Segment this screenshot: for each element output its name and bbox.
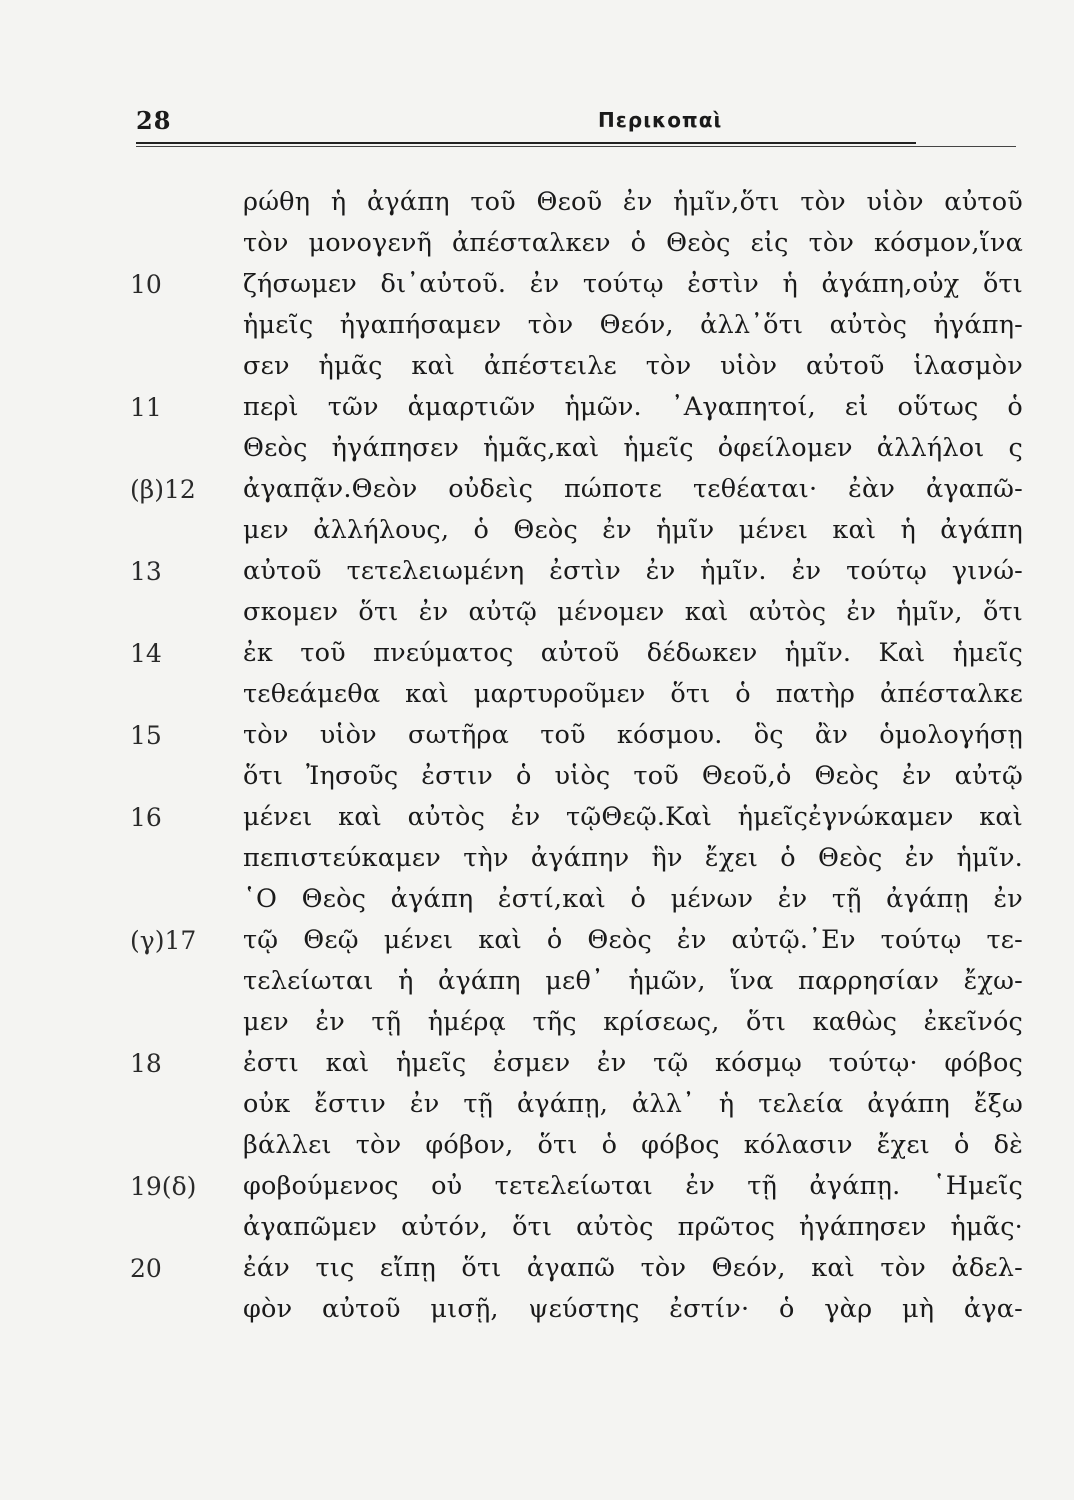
text-line — [130, 346, 1030, 387]
text-line — [130, 756, 1030, 797]
verse-number: (β)12 — [130, 475, 196, 504]
text-line — [130, 1043, 1030, 1084]
line-text: φὸν αὐτοῦ μισῇ, ψεύστης ἐστίν· ὁ γὰρ μὴ ἀγα- — [243, 1294, 1023, 1324]
text-line — [130, 633, 1030, 674]
header-rule — [136, 142, 916, 144]
verse-number: (γ)17 — [130, 926, 197, 955]
line-text: ἐκ τοῦ πνεύματος αὐτοῦ δέδωκεν ἡμῖν. Καὶ ἡμεῖς — [243, 638, 1023, 668]
text-line — [130, 510, 1030, 551]
verse-number: 16 — [130, 803, 162, 832]
running-title: Περικοπαὶ — [598, 108, 723, 132]
text-line — [130, 305, 1030, 346]
text-line — [130, 1002, 1030, 1043]
text-block — [130, 182, 1030, 1330]
line-text: ἐστι καὶ ἡμεῖς ἐσμεν ἐν τῷ κόσμῳ τούτῳ· φόβος — [243, 1048, 1023, 1078]
text-line — [130, 428, 1030, 469]
line-text: βάλλει τὸν φόβον, ὅτι ὁ φόβος κόλασιν ἔχει ὁ δὲ — [243, 1130, 1023, 1160]
line-text: ἡμεῖς ἠγαπήσαμεν τὸν Θεόν, ἀλλ᾽ὅτι αὐτὸς ἠγάπη- — [243, 310, 1023, 340]
text-line — [130, 715, 1030, 756]
text-line — [130, 551, 1030, 592]
line-text: ἀγαπῶμεν αὐτόν, ὅτι αὐτὸς πρῶτος ἠγάπησεν ἡμᾶς· — [243, 1212, 1023, 1242]
text-line — [130, 1084, 1030, 1125]
verse-number: 11 — [130, 393, 162, 422]
line-text: μένει καὶ αὐτὸς ἐν τῷΘεῷ.Καὶ ἡμεῖςἐγνώκαμεν καὶ — [243, 802, 1023, 832]
text-line — [130, 1289, 1030, 1330]
verse-number: 15 — [130, 721, 162, 750]
verse-number: 19(δ) — [130, 1172, 197, 1201]
line-text: τὸν μονογενῆ ἀπέσταλκεν ὁ Θεὸς εἰς τὸν κόσμον,ἵνα — [243, 228, 1023, 258]
text-line — [130, 182, 1030, 223]
line-text: ὅτι Ἰησοῦς ἐστιν ὁ υἱὸς τοῦ Θεοῦ,ὁ Θεὸς ἐν αὐτῷ — [243, 761, 1023, 791]
line-text: τελείωται ἡ ἀγάπη μεθ᾽ ἡμῶν, ἵνα παρρησίαν ἔχω- — [243, 966, 1023, 996]
line-text: ρώθη ἡ ἀγάπη τοῦ Θεοῦ ἐν ἡμῖν,ὅτι τὸν υἱὸν αὐτοῦ — [243, 187, 1023, 217]
line-text: τεθεάμεθα καὶ μαρτυροῦμεν ὅτι ὁ πατὴρ ἀπέσταλκε — [243, 679, 1023, 709]
text-line — [130, 1207, 1030, 1248]
text-line — [130, 961, 1030, 1002]
text-line — [130, 838, 1030, 879]
line-text: Θεὸς ἠγάπησεν ἡμᾶς,καὶ ἡμεῖς ὀφείλομεν ἀλλήλοι ς — [243, 433, 1023, 463]
verse-number: 14 — [130, 639, 162, 668]
line-text: ζήσωμεν δι᾽αὐτοῦ. ἐν τούτῳ ἐστὶν ἡ ἀγάπη,οὐχ ὅτι — [243, 269, 1023, 299]
line-text: οὐκ ἔστιν ἐν τῇ ἀγάπῃ, ἀλλ᾽ ἡ τελεία ἀγάπη ἔξω — [243, 1089, 1023, 1119]
line-text: ἐάν τις εἴπῃ ὅτι ἀγαπῶ τὸν Θεόν, καὶ τὸν ἀδελ- — [243, 1253, 1023, 1283]
text-line — [130, 264, 1030, 305]
line-text: αὐτοῦ τετελειωμένη ἐστὶν ἐν ἡμῖν. ἐν τούτῳ γινώ- — [243, 556, 1023, 586]
text-line — [130, 592, 1030, 633]
text-line — [130, 1125, 1030, 1166]
page-number: 28 — [136, 106, 172, 135]
line-text: τῷ Θεῷ μένει καὶ ὁ Θεὸς ἐν αὐτῷ.᾿Εν τούτῳ τε- — [243, 925, 1023, 955]
text-line — [130, 920, 1030, 961]
line-text: σκομεν ὅτι ἐν αὐτῷ μένομεν καὶ αὐτὸς ἐν ἡμῖν, ὅτι — [243, 597, 1023, 627]
header-rule-secondary — [136, 146, 1016, 147]
text-line — [130, 1166, 1030, 1207]
text-line — [130, 797, 1030, 838]
verse-number: 18 — [130, 1049, 162, 1078]
text-line — [130, 469, 1030, 510]
line-text: μεν ἐν τῇ ἡμέρᾳ τῆς κρίσεως, ὅτι καθὼς ἐκεῖνός — [243, 1007, 1023, 1037]
line-text: μεν ἀλλήλους, ὁ Θεὸς ἐν ἡμῖν μένει καὶ ἡ ἀγάπη — [243, 515, 1023, 545]
line-text: σεν ἡμᾶς καὶ ἀπέστειλε τὸν υἱὸν αὐτοῦ ἱλασμὸν — [243, 351, 1023, 381]
text-line — [130, 387, 1030, 428]
text-line — [130, 223, 1030, 264]
line-text: περὶ τῶν ἁμαρτιῶν ἡμῶν. ᾿Αγαπητοί, εἰ οὕτως ὁ — [243, 392, 1023, 422]
text-line — [130, 674, 1030, 715]
line-text: πεπιστεύκαμεν τὴν ἀγάπην ἣν ἔχει ὁ Θεὸς ἐν ἡμῖν. — [243, 843, 1023, 873]
line-text: ἀγαπᾷν.Θεὸν οὐδεὶς πώποτε τεθέαται· ἐὰν ἀγαπῶ- — [243, 474, 1023, 504]
line-text: τὸν υἱὸν σωτῆρα τοῦ κόσμου. ὃς ἂν ὁμολογήσῃ — [243, 720, 1023, 750]
verse-number: 20 — [130, 1254, 162, 1283]
text-line — [130, 879, 1030, 920]
verse-number: 13 — [130, 557, 162, 586]
line-text: φοβούμενος οὐ τετελείωται ἐν τῇ ἀγάπῃ. ῾Ημεῖς — [243, 1171, 1023, 1201]
verse-number: 10 — [130, 270, 162, 299]
line-text: ῾Ο Θεὸς ἀγάπη ἐστί,καὶ ὁ μένων ἐν τῇ ἀγάπῃ ἐν — [243, 884, 1023, 914]
text-line — [130, 1248, 1030, 1289]
page-header — [136, 100, 1016, 140]
